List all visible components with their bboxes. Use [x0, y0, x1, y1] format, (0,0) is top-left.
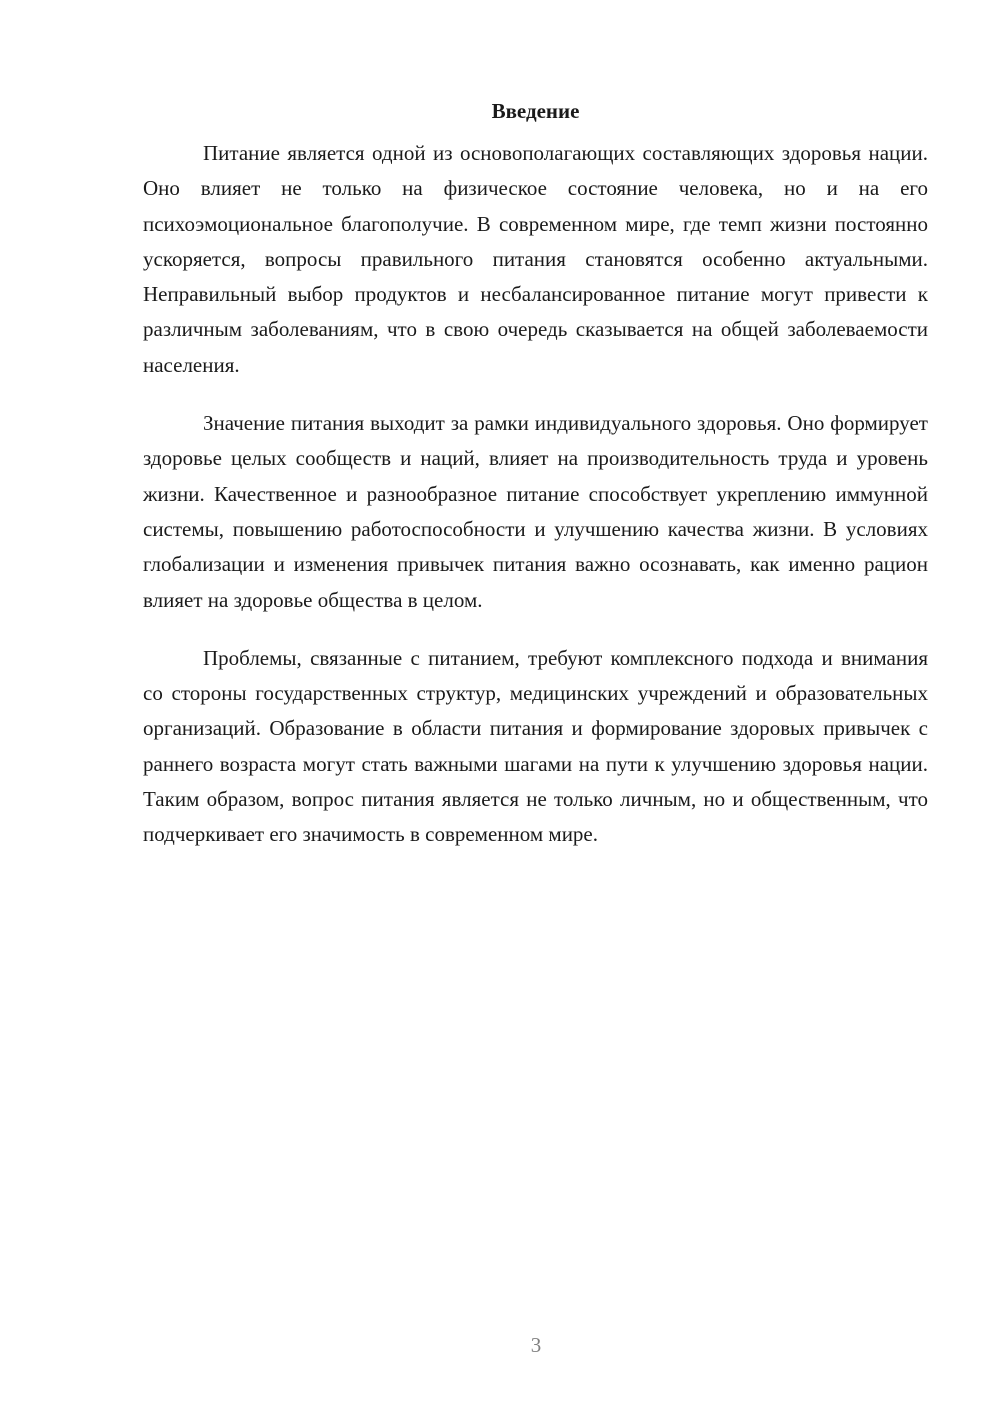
paragraph-1: Питание является одной из основополагающих составляющих здоровья нации. Оно влияет не только на физическое состояние человека, но и на его психоэмоциональное благополучие. В современном мире, где темп жизни постоянно ускоряется, вопросы правильного питания становятся особенно актуальными. Неправильный выбор продуктов и несбалансированное питание могут привести к различным заболеваниям, что в свою очередь сказывается на общей заболеваемости населения. [143, 141, 928, 377]
page-content [143, 96, 928, 876]
paragraph-3: Проблемы, связанные с питанием, требуют комплексного подхода и внимания со стороны государственных структур, медицинских учреждений и образовательных организаций. Образование в области питания и формирование здоровых привычек с раннего возраста могут стать важными шагами на пути к улучшению здоровья нации. Таким образом, вопрос питания является не только личным, но и общественным, что подчеркивает его значимость в современном мире. [143, 645, 928, 847]
page-number: 3 [530, 1333, 542, 1357]
section-heading: Введение [491, 99, 580, 123]
paragraph-2: Значение питания выходит за рамки индивидуального здоровья. Оно формирует здоровье целых сообществ и наций, влияет на производительность труда и уровень жизни. Качественное и разнообразное питание способствует укреплению иммунной системы, повышению работоспособности и улучшению качества жизни. В условиях глобализации и изменения привычек питания важно осознавать, как именно рацион влияет на здоровье общества в целом. [143, 411, 928, 612]
